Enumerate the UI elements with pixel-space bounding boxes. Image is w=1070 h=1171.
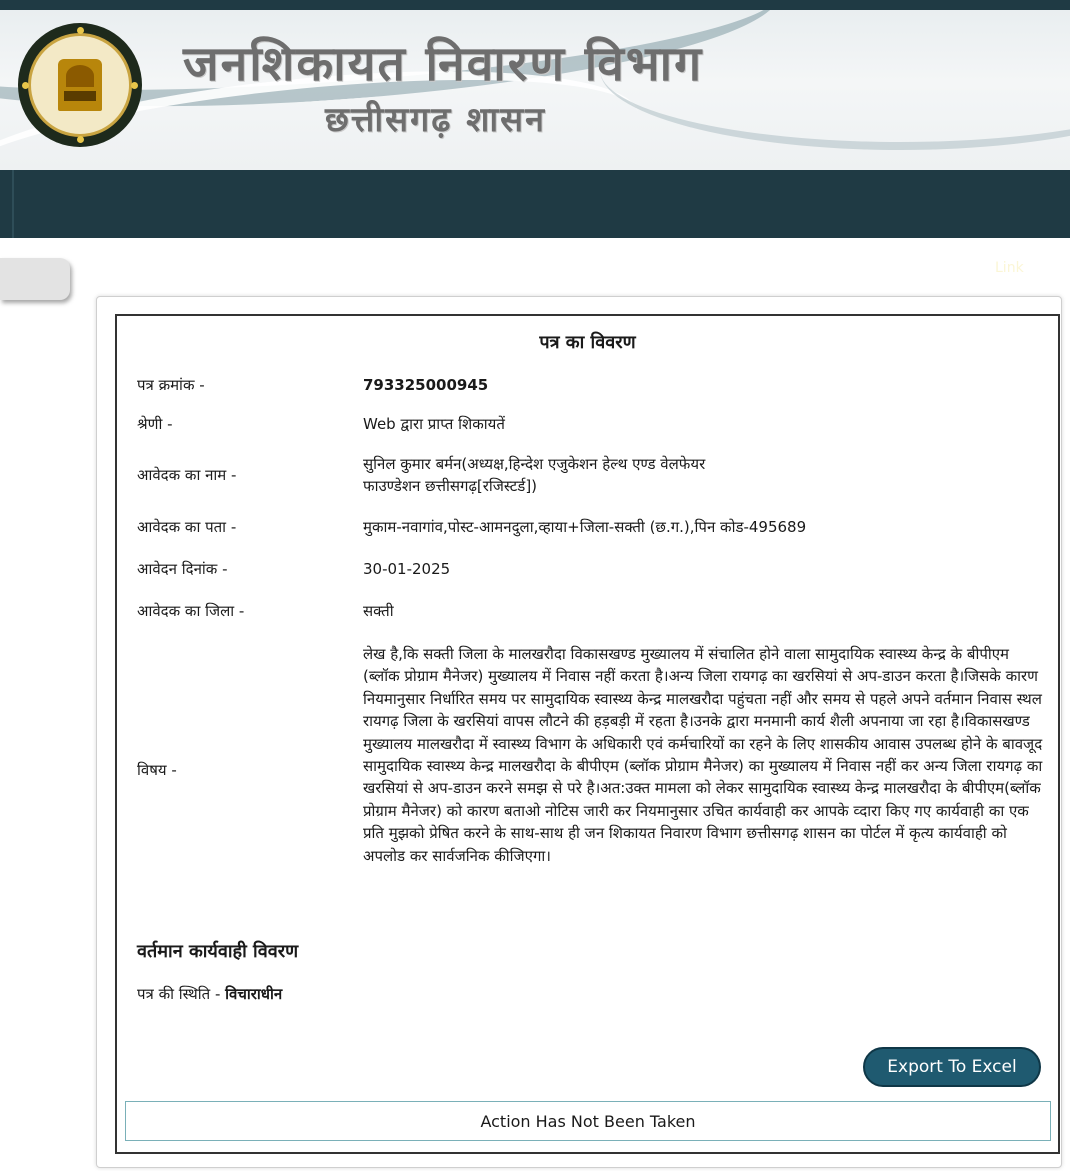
nav-separator [12,170,14,238]
subject-text: लेख है,कि सक्ती जिला के मालखरौदा विकासखण्ड मुख्यालय में संचालित होने वाला सामुदायिक स्वास्थ्य केन्द्र के बीपीएम (ब्लॉक प्रोग्राम मैनेजर) मुख्यालय में निवास नहीं करता है।अन्य जिला रायगढ़ का खरसियां से अप-डाउन करता है।जिसके कारण नियमानुसार निर्धारित समय पर सामुदायिक स्वास्थ्य केन्द्र मालखरौदा पहुंचता नहीं और समय से पहले अपने वर्तमान निवास स्थल रायगढ़ जिला के खरसियां वापस लौटने की हड़बड़ी में रहता है।उनके द्वारा मनमानी कार्य शैली अपनाया जा रहा है।विकासखण्ड मुख्यालय मालखरौदा में स्वास्थ्य विभाग के अधिकारी एवं कर्मचारियों का रहने के लिए शासकीय आवास उपलब्ध होने के बावजूद सामुदायिक स्वास्थ्य केन्द्र मालखरौदा के बीपीएम (ब्लॉक प्रोग्राम मैनेजर) का मुख्यालय में निवास नहीं कर अन्य जिला रायगढ़ का खरसियां से अप-डाउन करने समझ से परे है।अत:उक्त मामला को लेकर सामुदायिक स्वास्थ्य केन्द्र मालखरौदा के बीपीएम(ब्लॉक प्रोग्राम मैनेजर) को कारण बताओ नोटिस जारी कर नियमानुसार उचित कार्यवाही कर आपके व्दारा किए गए कार्यवाही का एक प्रति मुझको प्रेषित करने के साथ-साथ ही जन शिकायत निवारण विभाग छत्तीसगढ़ शासन का पोर्टल में कृत्य कार्यवाही को अपलोड कर सार्वजनिक कीजिएगा। [363,645,1043,865]
current-action-heading: वर्तमान कार्यवाही विवरण [137,941,299,962]
field-label: आवेदक का पता - [137,518,237,536]
letter-status [137,984,282,1004]
ashoka-pillar-icon [58,59,102,111]
state-emblem-icon [18,23,142,147]
side-tab-button[interactable] [0,258,70,300]
field-label: आवेदक का जिला - [137,602,245,620]
faint-link[interactable]: Link [995,260,1024,276]
status-label: पत्र की स्थिति - [137,985,221,1003]
details-heading: पत्र का विवरण [539,332,636,353]
field-label: आवेदक का नाम - [137,466,237,484]
field-label: श्रेणी - [137,415,173,433]
nav-bar [0,170,1070,238]
field-value: सक्ती [363,602,394,620]
export-to-excel-button[interactable]: Export To Excel [863,1047,1041,1087]
letter-details-panel [115,314,1060,1154]
field-value: Web द्वारा प्राप्त शिकायतें [363,415,505,433]
field-value [363,453,1043,497]
field-value: 30-01-2025 [363,560,451,578]
field-value: मुकाम-नवागांव,पोस्ट-आमनदुला,व्हाया+जिला-सक्ती (छ.ग.),पिन कोड-495689 [363,518,807,536]
page-subtitle: छत्तीसगढ़ शासन [325,100,547,140]
field-value: 793325000945 [363,376,489,394]
field-label: आवेदन दिनांक - [137,560,228,578]
page-title: जनशिकायत निवारण विभाग [183,36,704,92]
field-label: पत्र क्रमांक - [137,376,205,394]
field-value-line1: सुनिल कुमार बर्मन(अध्यक्ष,हिन्देश एजुकेशन हेल्थ एण्ड वेलफेयर [363,455,706,473]
status-badge: विचाराधीन [225,985,283,1003]
top-strip [0,0,1070,10]
field-label: विषय - [137,761,177,779]
field-value-line2: फाउण्डेशन छत्तीसगढ़[रजिस्टर्ड]) [363,477,538,495]
action-status-message: Action Has Not Been Taken [125,1101,1051,1141]
